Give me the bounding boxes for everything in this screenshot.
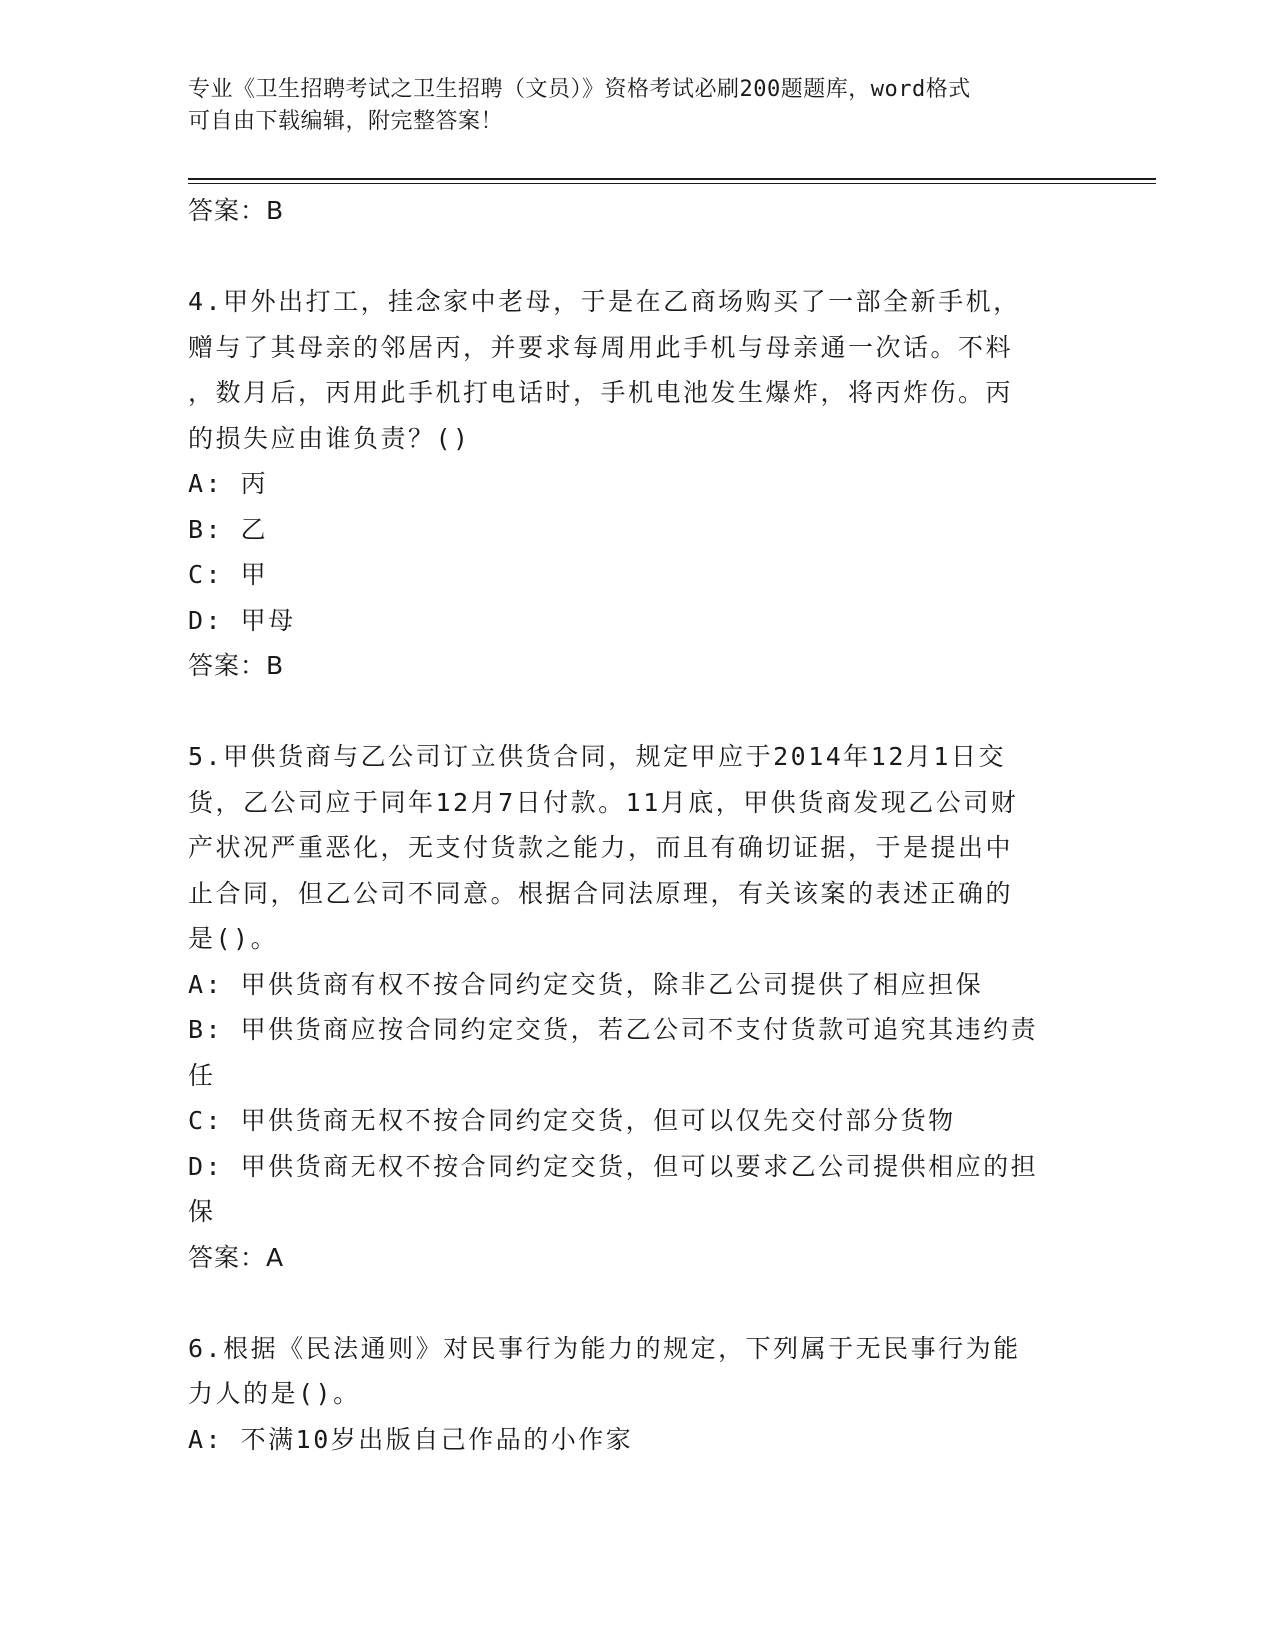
document-header <box>188 74 1068 138</box>
question-4-stem-line: 的损失应由谁负责？() <box>188 423 471 453</box>
question-5 <box>188 734 1078 1280</box>
question-5-stem-line: 产状况严重恶化，无支付货款之能力，而且有确切证据，于是提出中 <box>188 833 1014 862</box>
question-4-option-a: A: 丙 <box>188 469 269 498</box>
header-line-2: 可自由下载编辑，附完整答案！ <box>188 109 504 134</box>
question-4-answer: 答案：B <box>188 651 285 680</box>
question-5-option-a: A: 甲供货商有权不按合同约定交货，除非乙公司提供了相应担保 <box>188 969 984 999</box>
header-line-1: 专业《卫生招聘考试之卫生招聘（文员）》资格考试必刷200题题库，word格式 <box>188 77 971 102</box>
question-5-answer: 答案：A <box>188 1242 285 1272</box>
question-content <box>188 188 1078 1462</box>
question-4-stem-line: 赠与了其母亲的邻居丙，并要求每周用此手机与母亲通一次话。不料 <box>188 332 1014 362</box>
question-4-option-b: B: 乙 <box>188 514 269 544</box>
spacer <box>188 689 1078 735</box>
question-5-option-b-cont: 任 <box>188 1060 216 1090</box>
question-5-stem-line: 止合同，但乙公司不同意。根据合同法原理，有关该案的表述正确的 <box>188 878 1014 908</box>
question-5-option-d-cont: 保 <box>188 1197 216 1226</box>
question-6-stem-line: 6.根据《民法通则》对民事行为能力的规定，下列属于无民事行为能 <box>188 1333 1021 1363</box>
header-rule-thick <box>188 178 1156 180</box>
question-5-option-c: C: 甲供货商无权不按合同约定交货，但可以仅先交付部分货物 <box>188 1106 956 1135</box>
spacer <box>188 1280 1078 1326</box>
question-5-stem-line: 货，乙公司应于同年12月7日付款。11月底，甲供货商发现乙公司财 <box>188 787 1019 817</box>
question-5-stem-line: 5.甲供货商与乙公司订立供货合同，规定甲应于2014年12月1日交 <box>188 742 1006 771</box>
question-4 <box>188 279 1078 689</box>
question-4-stem-line: ，数月后，丙用此手机打电话时，手机电池发生爆炸，将丙炸伤。丙 <box>188 378 1014 407</box>
question-5-option-b: B: 甲供货商应按合同约定交货，若乙公司不支付货款可追究其违约责 <box>188 1015 1039 1044</box>
question-5-stem-line: 是()。 <box>188 924 279 953</box>
previous-answer: 答案：B <box>188 196 285 225</box>
spacer <box>188 234 1078 280</box>
question-6-stem-line: 力人的是()。 <box>188 1379 361 1408</box>
header-rule-thin <box>188 183 1156 184</box>
question-5-option-d: D: 甲供货商无权不按合同约定交货，但可以要求乙公司提供相应的担 <box>188 1151 1039 1181</box>
question-6-option-a: A: 不满10岁出版自己作品的小作家 <box>188 1424 634 1454</box>
question-6 <box>188 1326 1078 1463</box>
question-4-option-c: C: 甲 <box>188 560 269 589</box>
question-4-option-d: D: 甲母 <box>188 605 296 635</box>
question-4-stem-line: 4.甲外出打工，挂念家中老母，于是在乙商场购买了一部全新手机， <box>188 287 1021 316</box>
